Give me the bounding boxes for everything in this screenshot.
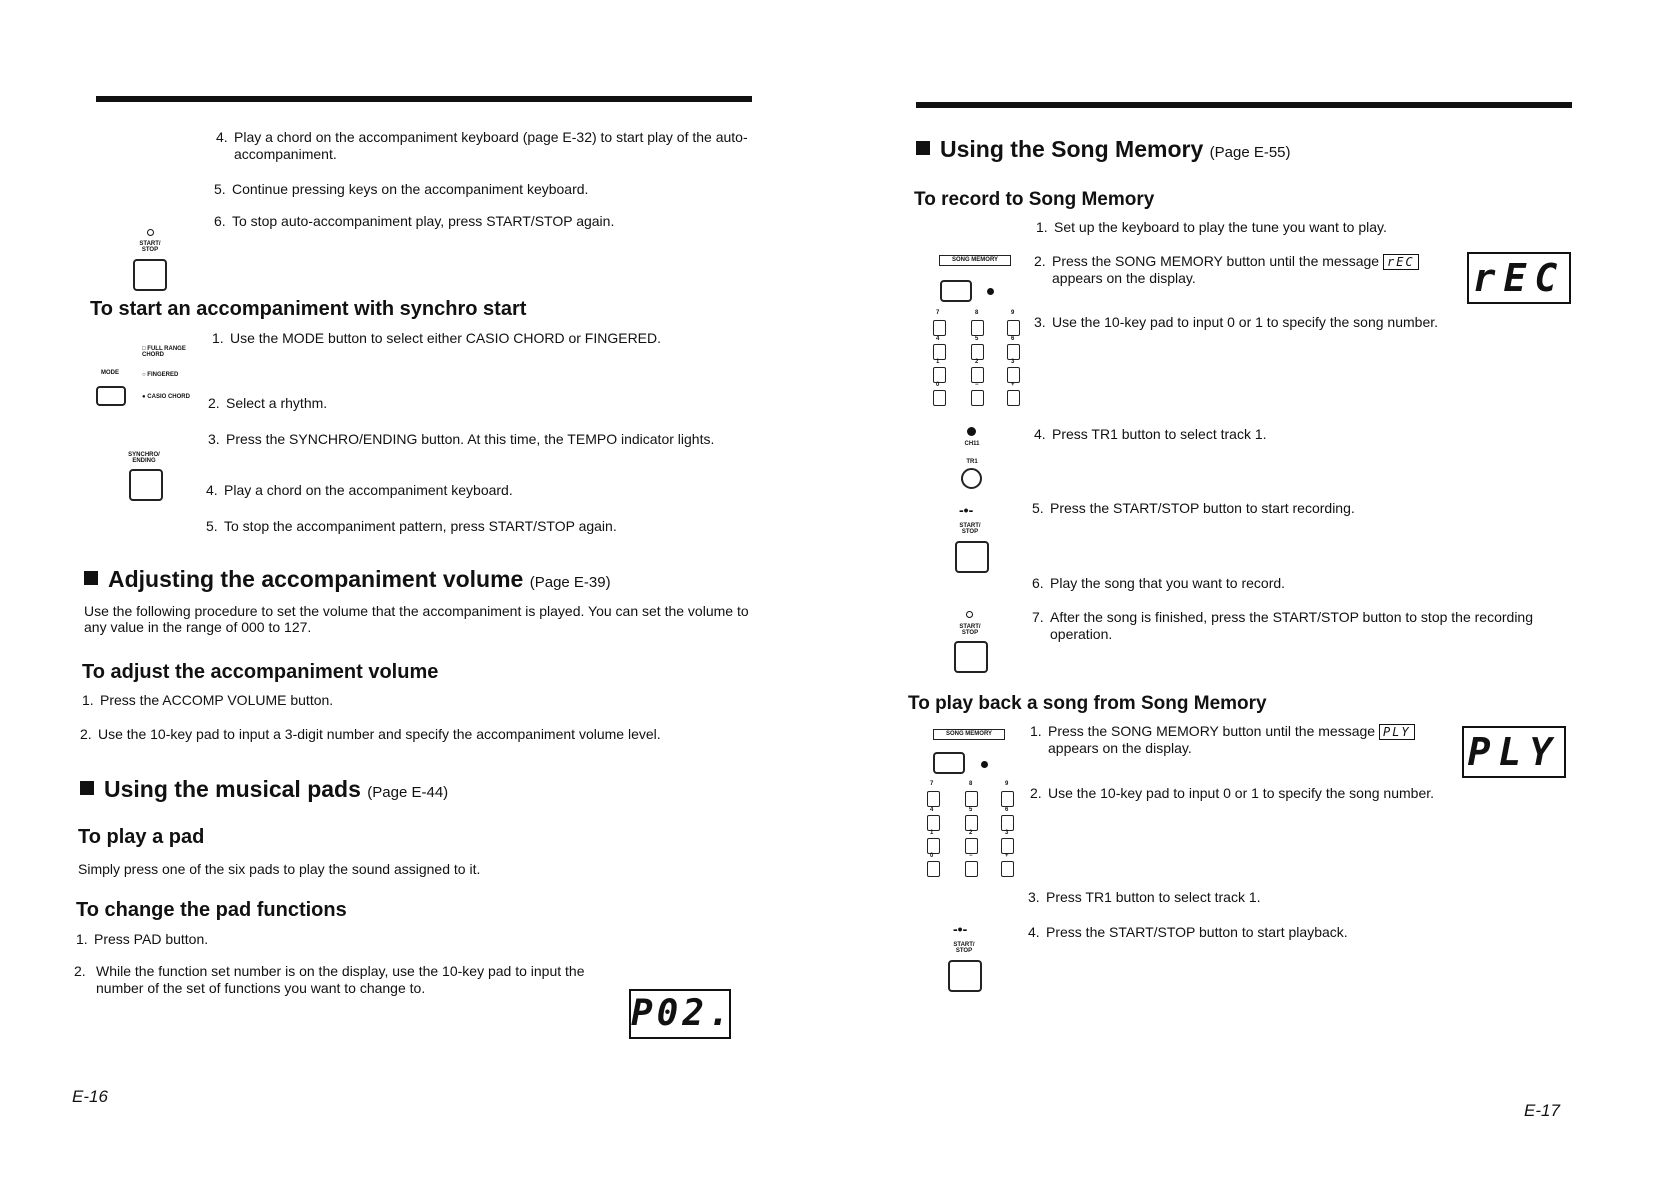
mode-label: MODE	[101, 370, 119, 376]
change-pad-heading: To change the pad functions	[76, 899, 347, 921]
start-stop-label: START/ STOP	[139, 241, 161, 253]
start-stop-button-icon-play	[948, 960, 982, 992]
pads-heading: Using the musical pads (Page E-44)	[80, 776, 448, 803]
tr1-button-icon	[961, 468, 982, 489]
synchro-step-3: 3. Press the SYNCHRO/ENDING button. At this time, the TEMPO indicator lights.	[208, 431, 715, 447]
page-number-left: E-16	[72, 1087, 108, 1106]
record-step-3: 3. Use the 10-key pad to input 0 or 1 to specify the song number.	[1034, 314, 1439, 330]
volume-heading: Adjusting the accompaniment volume (Page E-39)	[84, 566, 611, 593]
change-pad-step-2: 2. While the function set number is on the display, use the 10-key pad to input the number of the set of functions you want to change to.	[74, 963, 585, 996]
synchro-step-1: 1. Use the MODE button to select either CASIO CHORD or FINGERED.	[212, 330, 662, 346]
synchro-ending-button-icon	[129, 469, 163, 501]
volume-paragraph: Use the following procedure to set the volume that the accompaniment is played. You can set the volume to any value in the range of 000 to 127.	[84, 603, 749, 635]
song-memory-heading: Using the Song Memory (Page E-55)	[916, 136, 1291, 163]
play-step-3: 3. Press TR1 button to select track 1.	[1028, 889, 1261, 905]
ch11-label: CH11	[964, 441, 980, 447]
start-stop-label-stop: START/ STOP	[959, 624, 981, 636]
play-step-2: 2. Use the 10-key pad to input 0 or 1 to specify the song number.	[1030, 785, 1435, 801]
song-memory-led-icon-play	[981, 761, 988, 768]
start-stop-label-rec: START/ STOP	[959, 523, 981, 535]
flashing-led-icon-play: -•-	[953, 921, 968, 937]
adjust-step-1: 1. Press the ACCOMP VOLUME button.	[82, 692, 334, 708]
track-led-icon	[967, 427, 976, 436]
playback-heading: To play back a song from Song Memory	[908, 693, 1267, 714]
synchro-step-2: 2. Select a rhythm.	[208, 395, 328, 411]
tr1-label: TR1	[966, 459, 978, 465]
lcd-display-ply: PLY	[1462, 726, 1566, 778]
record-step-7: 7. After the song is finished, press the START/STOP button to stop the recording operation.	[1032, 609, 1533, 642]
song-memory-led-icon	[987, 288, 994, 295]
play-step-4: 4. Press the START/STOP button to start playback.	[1028, 924, 1348, 940]
lcd-display-rec: rEC	[1467, 252, 1571, 304]
start-stop-button-icon-rec	[955, 541, 989, 573]
record-step-4: 4. Press TR1 button to select track 1.	[1034, 426, 1267, 442]
top-rule-left	[96, 96, 752, 102]
mode-button-icon	[96, 386, 126, 406]
synchro-heading: To start an accompaniment with synchro start	[90, 298, 527, 320]
start-stop-button-icon-stop	[954, 641, 988, 673]
song-memory-button-icon-play	[933, 752, 965, 774]
record-step-5: 5. Press the START/STOP button to start recording.	[1032, 500, 1355, 516]
play-step-1: 1. Press the SONG MEMORY button until the message PLY appears on the display.	[1030, 723, 1415, 757]
start-stop-button-icon	[133, 259, 167, 291]
record-step-1: 1. Set up the keyboard to play the tune you want to play.	[1036, 219, 1387, 235]
change-pad-step-1: 1. Press PAD button.	[76, 931, 209, 947]
lcd-inline-ply: PLY	[1379, 724, 1415, 740]
adjust-volume-heading: To adjust the accompaniment volume	[82, 661, 439, 683]
page-number-right: E-17	[1524, 1101, 1560, 1120]
synchro-step-4: 4. Play a chord on the accompaniment keyboard.	[206, 482, 513, 498]
lcd-inline-rec: rEC	[1383, 254, 1419, 270]
synchro-ending-label: SYNCHRO/ ENDING	[128, 452, 160, 464]
song-memory-label: SONG MEMORY	[939, 255, 1011, 266]
ten-key-pad-icon-play: 7 8 9 4 5 6 1 2 3 0 − +	[922, 783, 1012, 883]
step-left-a5: 5. Continue pressing keys on the accompaniment keyboard.	[214, 181, 589, 197]
step-left-a6: 6. To stop auto-accompaniment play, press START/STOP again.	[214, 213, 615, 229]
lcd-display-pad: P02.	[629, 989, 731, 1039]
top-rule-right	[916, 102, 1572, 108]
adjust-step-2: 2. Use the 10-key pad to input a 3-digit number and specify the accompaniment volume level.	[80, 726, 661, 742]
mode-option-full-range: □ FULL RANGE CHORD	[142, 346, 186, 358]
song-memory-label-play: SONG MEMORY	[933, 729, 1005, 740]
step-left-a4: 4. Play a chord on the accompaniment keyboard (page E-32) to start play of the auto-accompaniment.	[216, 129, 748, 162]
start-stop-label-play: START/ STOP	[953, 942, 975, 954]
play-pad-paragraph: Simply press one of the six pads to play the sound assigned to it.	[78, 861, 481, 877]
record-heading: To record to Song Memory	[914, 189, 1155, 210]
flashing-led-icon: -•-	[959, 502, 974, 518]
song-memory-button-icon	[940, 280, 972, 302]
mode-option-fingered: ○ FINGERED	[142, 372, 179, 378]
start-stop-led-off-icon	[966, 611, 973, 618]
play-pad-heading: To play a pad	[78, 826, 205, 848]
ten-key-pad-icon: 7 8 9 4 5 6 1 2 3 0 − +	[928, 312, 1018, 412]
indicator-led-icon	[147, 229, 154, 236]
synchro-step-5: 5. To stop the accompaniment pattern, press START/STOP again.	[206, 518, 617, 534]
mode-option-casio: ● CASIO CHORD	[142, 394, 190, 400]
record-step-6: 6. Play the song that you want to record.	[1032, 575, 1286, 591]
record-step-2: 2. Press the SONG MEMORY button until the message rEC appears on the display.	[1034, 253, 1419, 287]
